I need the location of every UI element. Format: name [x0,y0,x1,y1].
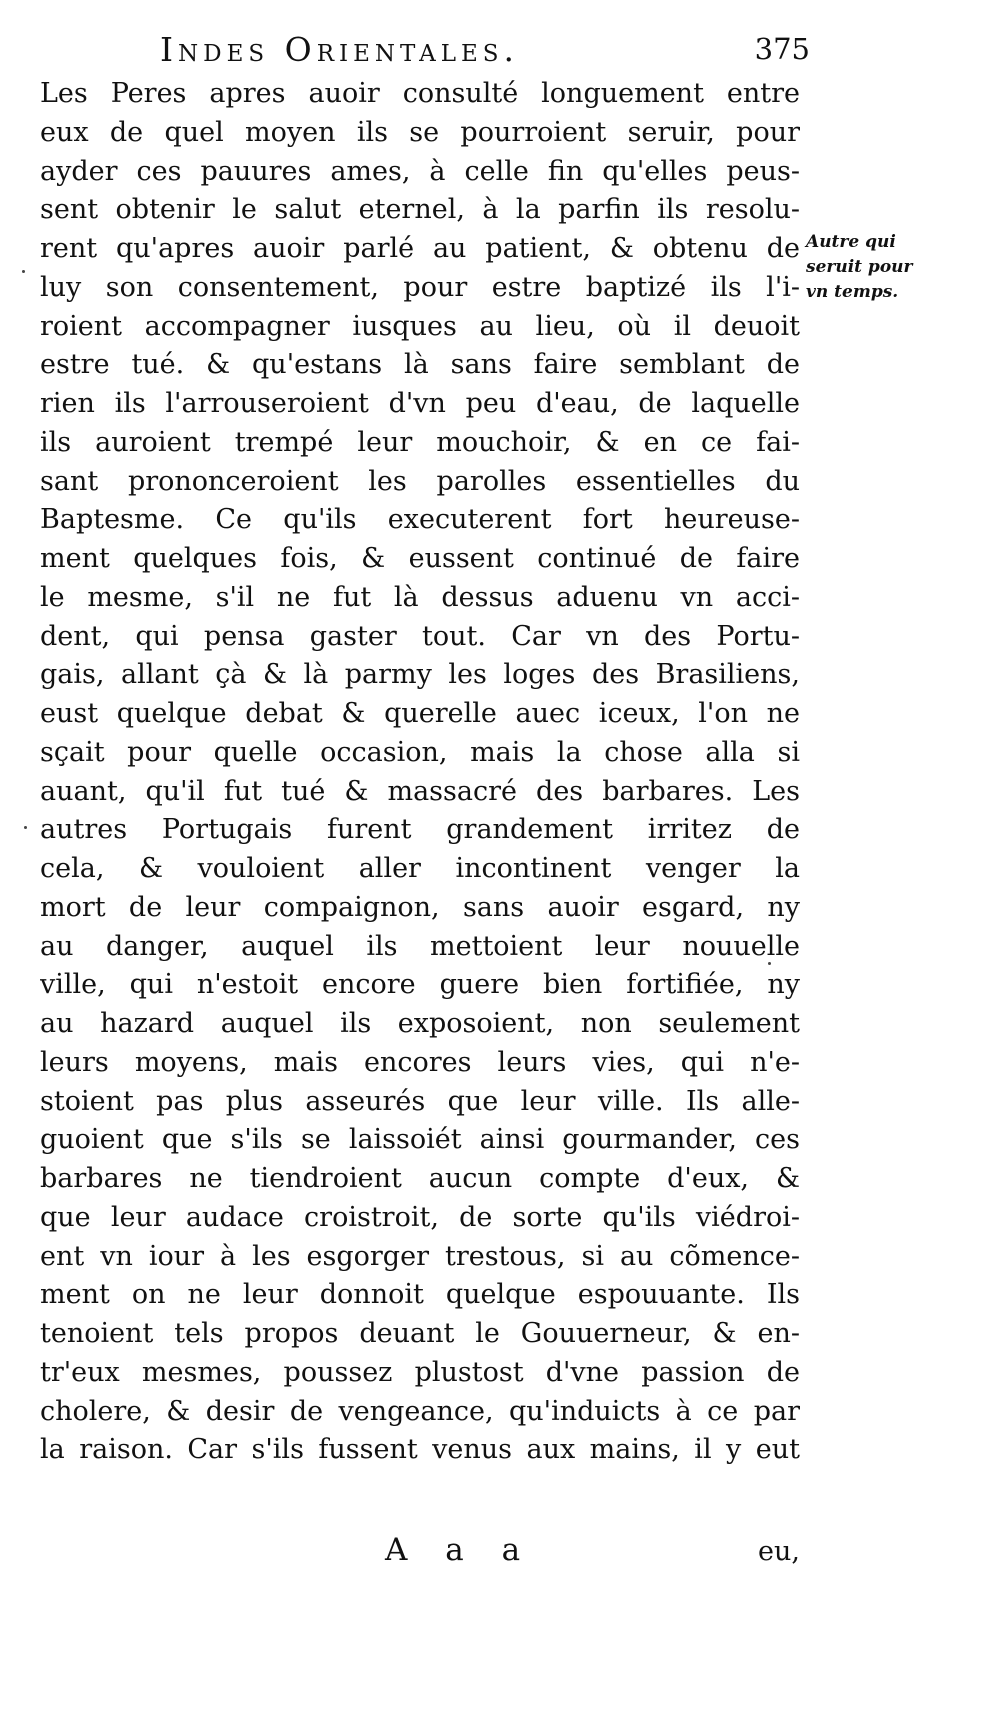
text-line: Les Peres apres auoir consulté longuement entre [40,78,800,109]
text-line: mort de leur compaignon, sans auoir esgard, ny [40,891,800,923]
margin-note-line: Autre qui [806,232,896,252]
text-line: ent vn iour à les esgorger trestous, si au cõmence- [40,1240,800,1272]
signature-mark: A a a [385,1532,535,1568]
print-speck [768,962,771,965]
text-line: eux de quel moyen ils se pourroient seruir, pour [40,116,800,148]
text-line: ayder ces pauures ames, à celle fin qu'elles peus- [40,155,800,187]
text-line: stoient pas plus asseurés que leur ville. Ils alle- [40,1085,800,1117]
text-line: auant, qu'il fut tué & massacré des barbares. Les [40,775,800,807]
catchword: eu, [758,1536,800,1567]
text-line: cela, & vouloient aller incontinent venger la [40,853,800,884]
text-line: tr'eux mesmes, poussez plustost d'vne passion de [40,1356,800,1388]
text-line: le mesme, s'il ne fut là dessus aduenu vn acci- [40,581,800,613]
text-line: au hazard auquel ils exposoient, non seulement [40,1008,800,1039]
text-line: ils auroient trempé leur mouchoir, & en ce fai- [40,426,800,458]
text-line: autres Portugais furent grandement irritez de [40,814,800,846]
text-line: ment quelques fois, & eussent continué de faire [40,543,800,574]
text-line: barbares ne tiendroient aucun compte d'eux, & [40,1163,800,1194]
text-line: ville, qui n'estoit encore guere bien fortifiée, ny [40,969,800,1001]
print-speck [24,826,27,829]
text-line: gais, allant çà & là parmy les loges des Brasiliens, [40,659,800,691]
text-line: rien ils l'arrouseroient d'vn peu d'eau, de laquelle [40,388,800,419]
text-line: ment on ne leur donnoit quelque espouuante. Ils [40,1279,800,1311]
text-line: eust quelque debat & querelle auec iceux, l'on ne [40,698,800,729]
text-line: leurs moyens, mais encores leurs vies, qui n'e- [40,1046,800,1078]
text-line: la raison. Car s'ils fussent venus aux mains, il y eut [40,1434,800,1466]
print-speck [22,270,25,273]
margin-note-line: vn temps. [806,282,899,302]
text-line: que leur audace croistroit, de sorte qu'ils viédroi- [40,1201,800,1233]
text-line: sant prononceroient les parolles essentielles du [40,465,800,497]
text-line: estre tué. & qu'estans là sans faire semblant de [40,349,800,381]
text-line: dent, qui pensa gaster tout. Car vn des Portu- [40,620,800,652]
text-line: luy son consentement, pour estre baptizé ils l'i- [40,271,800,303]
text-line: tenoient tels propos deuant le Gouuerneur, & en- [40,1318,800,1349]
margin-note [806,230,926,305]
page-header [160,30,810,78]
margin-note-line: seruit pour [806,257,913,277]
text-line: Baptesme. Ce qu'ils executerent fort heureuse- [40,504,800,536]
text-line: guoient que s'ils se laissoiét ainsi gourmander, ces [40,1124,800,1156]
running-head: Indes Orientales. [160,30,520,69]
page-footer [40,1532,800,1576]
text-line: roient accompagner iusques au lieu, où il deuoit [40,310,800,342]
text-line: cholere, & desir de vengeance, qu'induicts à ce par [40,1395,800,1427]
text-line: sent obtenir le salut eternel, à la parfin ils resolu- [40,194,800,226]
text-line: sçait pour quelle occasion, mais la chose alla si [40,736,800,768]
text-line: au danger, auquel ils mettoient leur nouuelle [40,930,800,962]
body-text [40,75,800,1470]
page-number: 375 [754,32,810,66]
text-line: rent qu'apres auoir parlé au patient, & obtenu de [40,233,800,264]
